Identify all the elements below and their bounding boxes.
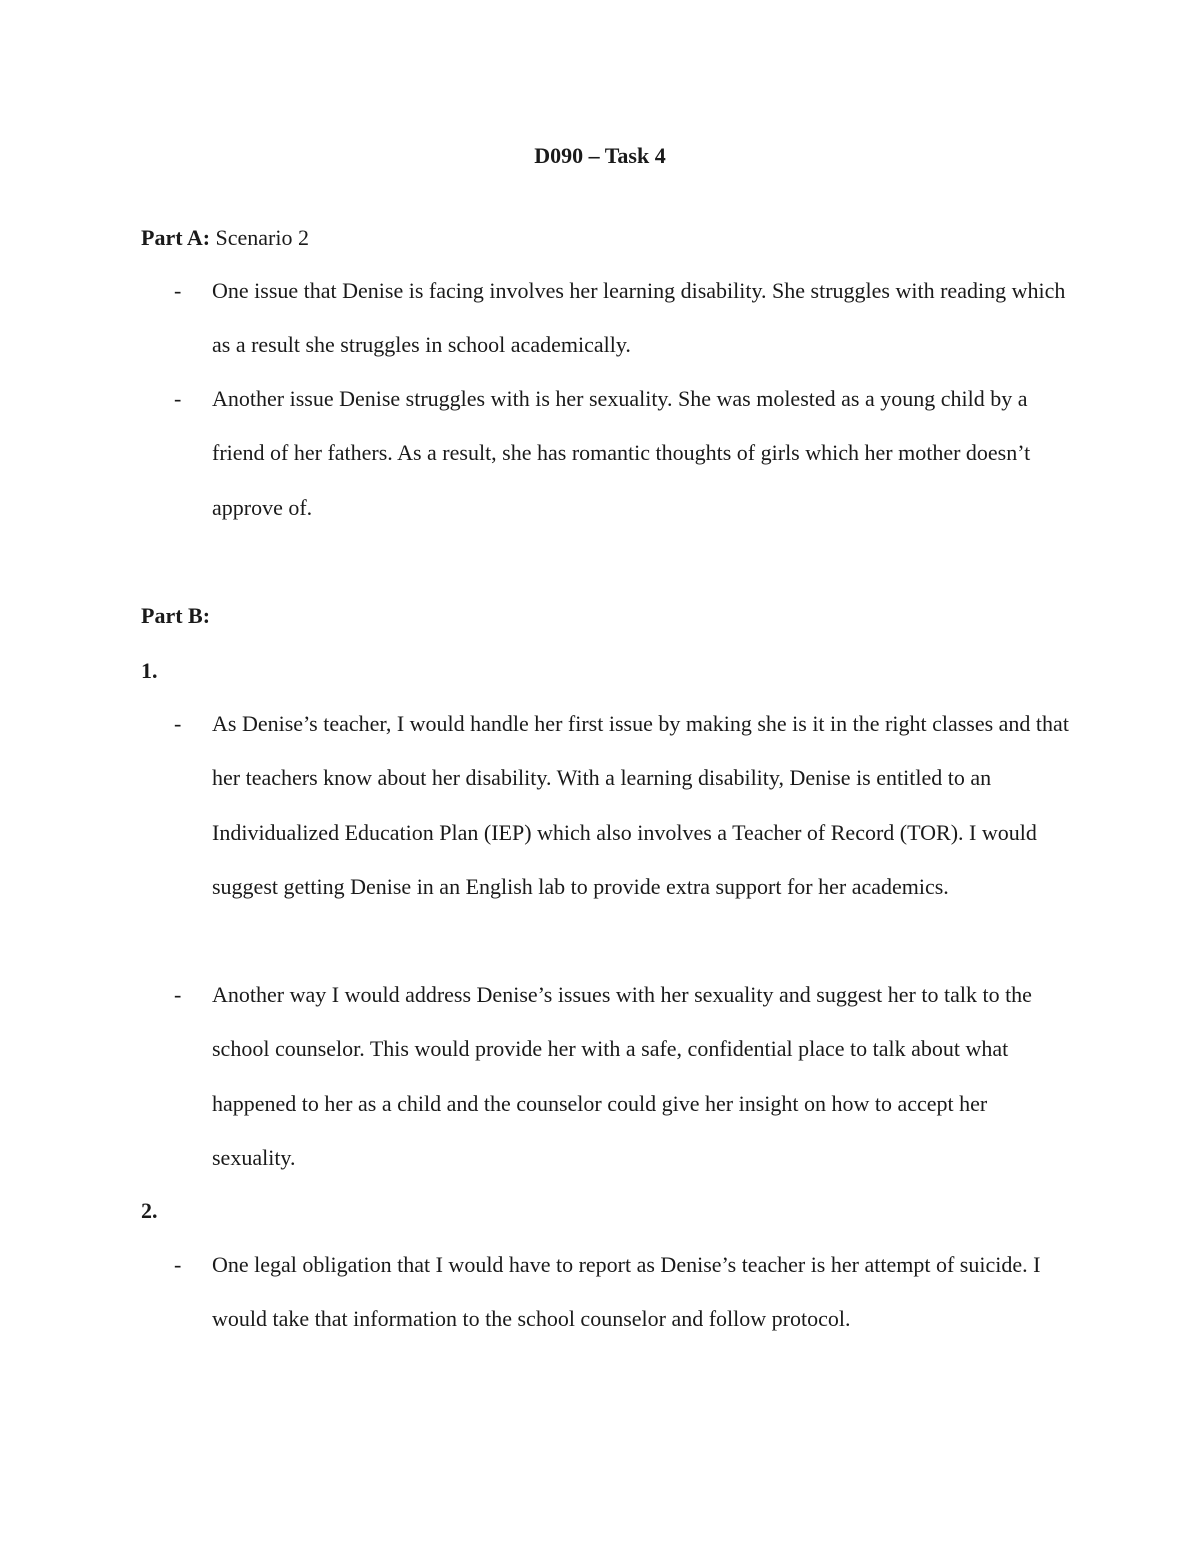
- bullet-dash: -: [174, 278, 182, 303]
- list-item-text: Another way I would address Denise’s issues with her sexuality and suggest her to talk to the school counselor. This would provide her with a safe, confidential place to talk about what happened to her as a child and the counselor could give her insight on how to accept her sexuality.: [212, 982, 1032, 1170]
- list-item: [141, 264, 1071, 373]
- bullet-dash: -: [174, 1252, 182, 1277]
- part-a-value: Scenario 2: [215, 225, 309, 250]
- part-a-label: Part A:: [141, 225, 211, 250]
- bullet-dash: -: [174, 386, 182, 411]
- list-item: [141, 1238, 1071, 1347]
- bullet-dash: -: [174, 982, 182, 1007]
- part-b-heading: [141, 600, 210, 632]
- list-item-text: One issue that Denise is facing involves her learning disability. She struggles with reading which as a result she struggles in school academically.: [212, 278, 1066, 358]
- bullet-dash: -: [174, 711, 182, 736]
- list-item-text: One legal obligation that I would have to report as Denise’s teacher is her attempt of suicide. I would take that information to the school counselor and follow protocol.: [212, 1252, 1041, 1332]
- section-number-1: 1.: [141, 658, 158, 683]
- part-b-label: Part B:: [141, 603, 211, 628]
- section-number-2: 2.: [141, 1198, 158, 1223]
- list-item-text: As Denise’s teacher, I would handle her first issue by making she is it in the right classes and that her teachers know about her disability. With a learning disability, Denise is entitled to an Individualized Education Plan (IEP) which also involves a Teacher of Record (TOR). I would suggest getting Denise in an English lab to provide extra support for her academics.: [212, 711, 1069, 899]
- list-item-text: Another issue Denise struggles with is her sexuality. She was molested as a young child by a friend of her fathers. As a result, she has romantic thoughts of girls which her mother doesn’t approve of.: [212, 386, 1031, 520]
- list-item: [141, 697, 1071, 914]
- part-a-heading: [141, 222, 309, 254]
- list-item: [141, 968, 1071, 1185]
- list-item: [141, 372, 1071, 535]
- document-title: D090 – Task 4: [534, 143, 666, 168]
